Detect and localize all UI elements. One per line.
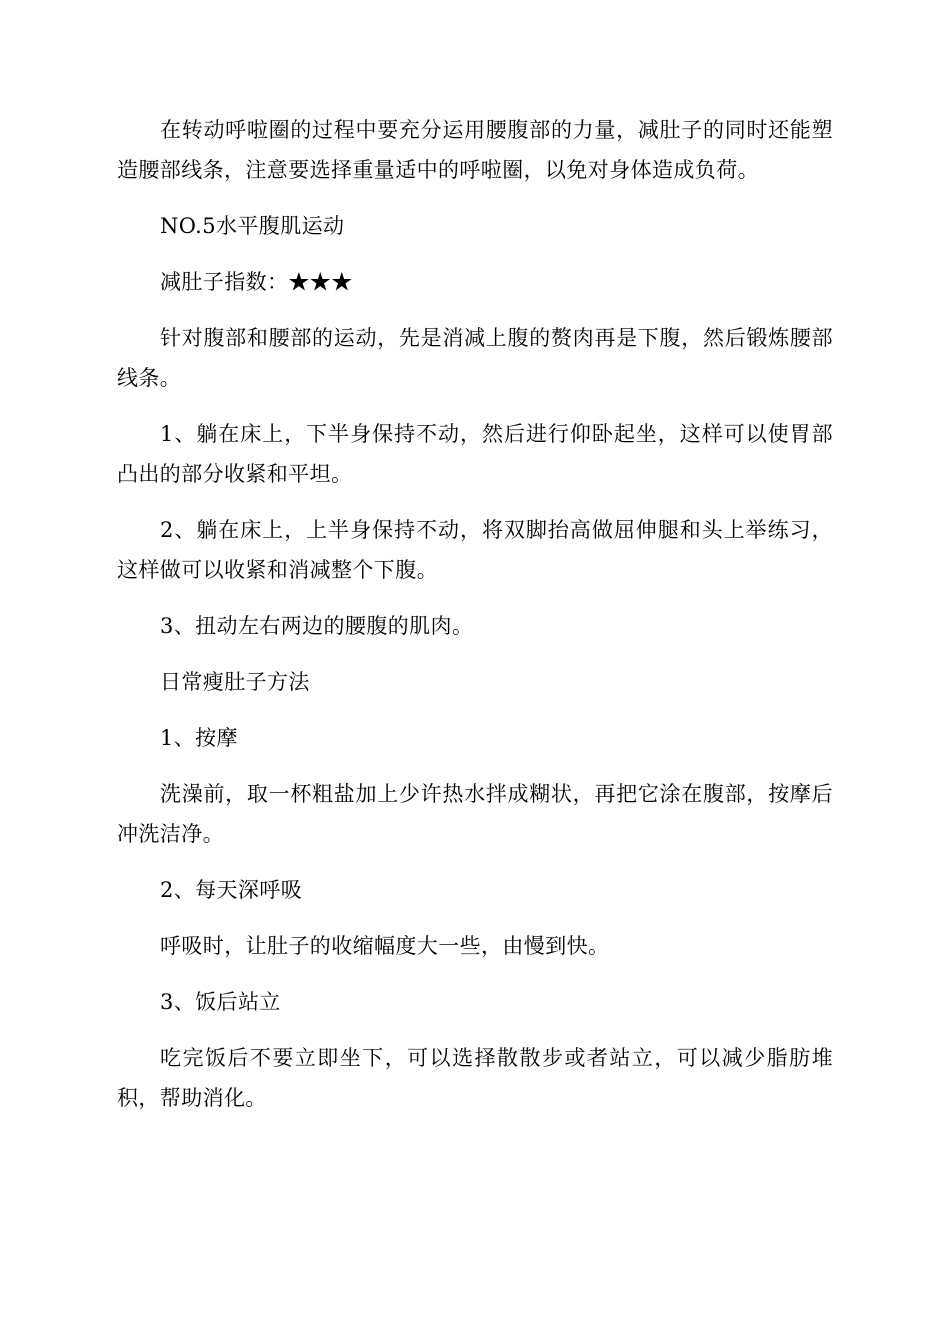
rating-line: 减肚子指数：★★★ bbox=[160, 270, 353, 294]
method-3-title: 3、饭后站立 bbox=[160, 990, 281, 1014]
step-1: 1、躺在床上，下半身保持不动，然后进行仰卧起坐，这样可以使胃部凸出的部分收紧和平坦。 bbox=[117, 422, 833, 486]
section-heading-daily: 日常瘦肚子方法 bbox=[160, 670, 310, 694]
paragraph-intro: 针对腹部和腰部的运动，先是消减上腹的赘肉再是下腹，然后锻炼腰部线条。 bbox=[117, 326, 833, 390]
method-1-text: 洗澡前，取一杯粗盐加上少许热水拌成糊状，再把它涂在腹部，按摩后冲洗洁净。 bbox=[117, 782, 833, 846]
document-body bbox=[117, 110, 833, 1134]
paragraph-hula-hoop: 在转动呼啦圈的过程中要充分运用腰腹部的力量，减肚子的同时还能塑造腰部线条，注意要选择重量适中的呼啦圈，以免对身体造成负荷。 bbox=[117, 118, 833, 182]
method-1-title: 1、按摩 bbox=[160, 726, 238, 750]
method-2-title: 2、每天深呼吸 bbox=[160, 878, 303, 902]
step-2: 2、躺在床上，上半身保持不动，将双脚抬高做屈伸腿和头上举练习，这样做可以收紧和消减整个下腹。 bbox=[117, 518, 833, 582]
method-3-text: 吃完饭后不要立即坐下，可以选择散散步或者站立，可以减少脂肪堆积，帮助消化。 bbox=[117, 1046, 833, 1110]
section-heading-no5: NO.5水平腹肌运动 bbox=[160, 214, 345, 238]
step-3: 3、扭动左右两边的腰腹的肌肉。 bbox=[160, 614, 474, 638]
method-2-text: 呼吸时，让肚子的收缩幅度大一些，由慢到快。 bbox=[160, 934, 610, 958]
